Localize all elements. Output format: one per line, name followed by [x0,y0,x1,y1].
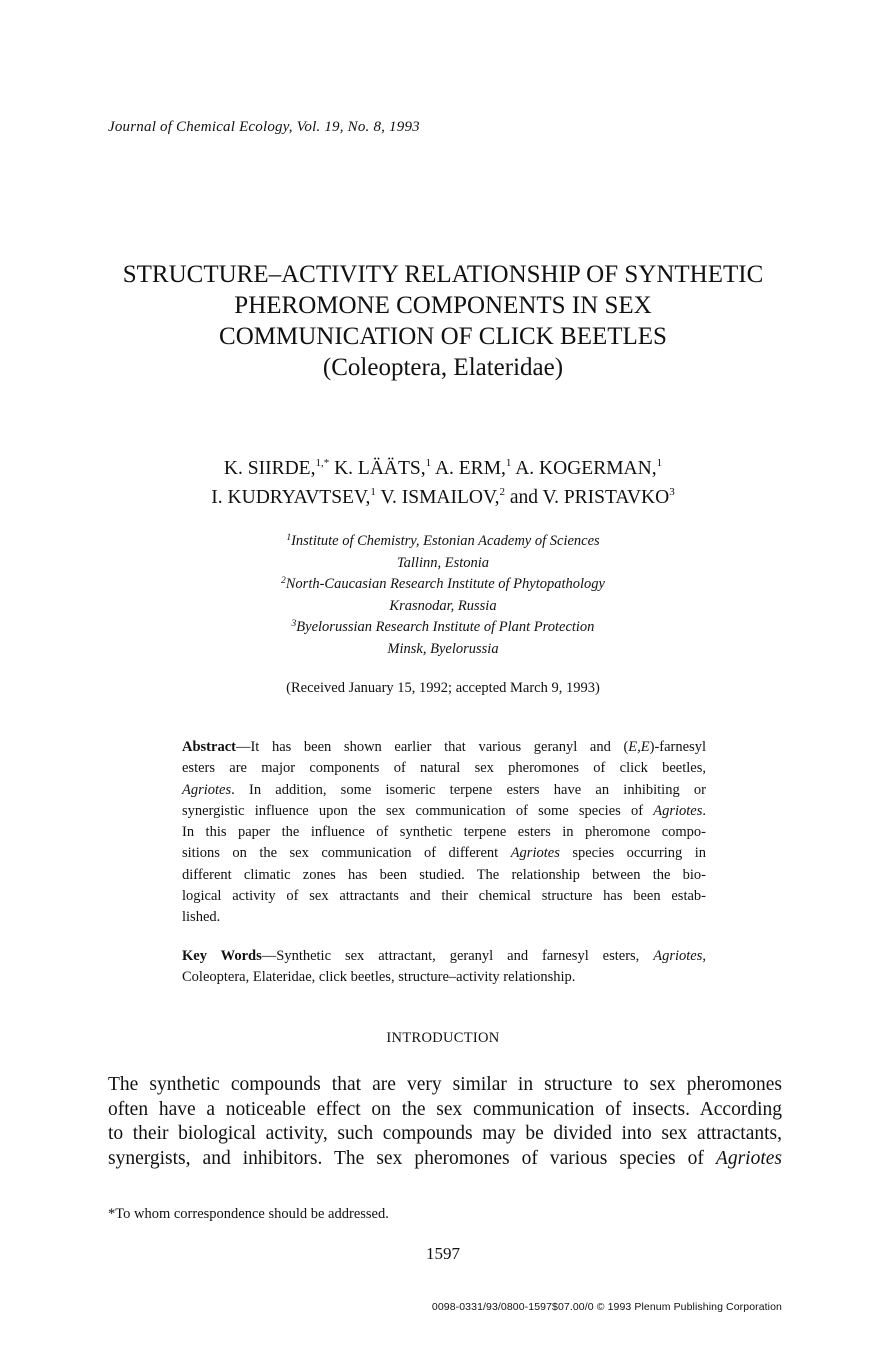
copyright-line: 0098-0331/93/0800-1597$07.00/0 © 1993 Plenum Publishing Corporation [431,1301,782,1313]
author-kogerman: A. KOGERMAN, [515,458,657,479]
title-line-4: (Coleoptera, Elateridae) [322,354,564,381]
affiliation-1 [200,531,686,574]
abstract-text: —It has been shown earlier that various geranyl and ( [235,739,629,755]
abstract-line-4 [182,801,706,822]
affiliation-3-place: Minsk, Byelorussia [387,640,499,657]
author-ismailov-affil: 2 [499,486,505,498]
affiliation-1-place: Tallinn, Estonia [396,554,490,571]
title-line-2: PHEROMONE COMPONENTS IN SEX [234,292,652,319]
affiliation-1-name-line [200,531,686,553]
title-line-1: STRUCTURE–ACTIVITY RELATIONSHIP OF SYNTHETIC [122,261,764,288]
author-laats: K. LÄÄTS, [334,458,426,479]
author-kogerman-affil: 1 [656,457,663,469]
author-pristavko-affil: 3 [669,486,675,498]
abstract-italic: Agriotes [510,845,560,862]
abstract-line-8: logical activity of sex attractants and their chemical structure has been estab- [182,888,706,905]
author-laats-affil: 1 [425,457,432,469]
journal-citation: Journal of Chemical Ecology, Vol. 19, No. 8, 1993 [108,119,420,135]
intro-line-4 [108,1147,782,1172]
affiliation-list [200,531,686,660]
affiliation-2-num: 2 [281,576,286,586]
affiliation-2-name-line [200,574,686,596]
keywords-line-2: Coleoptera, Elateridae, click beetles, structure–activity relationship. [182,969,576,986]
intro-text: synergists, and inhibitors. The sex pheromones of various species of [108,1147,716,1169]
intro-line-2: often have a noticeable effect on the sex communication of insects. According [108,1098,782,1120]
page-number: 1597 [426,1244,460,1263]
introduction-heading: INTRODUCTION [386,1030,500,1046]
affiliation-3 [200,617,686,660]
abstract [182,737,706,929]
abstract-line-7: different climatic zones has been studied. The relationship between the bio- [182,866,706,883]
intro-line-3: to their biological activity, such compounds may be divided into sex attractants, [108,1123,782,1144]
abstract-text: . [702,802,706,819]
affiliation-2-place: Krasnodar, Russia [389,597,497,614]
abstract-line-1 [182,737,706,758]
author-siirde-affil: 1,* [315,457,330,469]
intro-italic: Agriotes [715,1147,782,1169]
received-dates: (Received January 15, 1992; accepted March 9, 1993) [286,680,600,696]
abstract-text: )-farnesyl [649,739,706,755]
affiliation-1-name: Institute of Chemistry, Estonian Academy of Sciences [291,533,600,549]
intro-line-1: The synthetic compounds that are very similar in structure to sex pheromones [108,1074,782,1095]
author-line-1 [60,454,826,483]
abstract-line-2: esters are major components of natural sex pheromones of click beetles, [182,760,706,777]
abstract-label: Abstract [182,739,236,755]
author-ismailov: V. ISMAILOV, [380,487,500,508]
author-kudryavtsev: I. KUDRYAVTSEV, [211,487,371,508]
key-words [182,946,706,989]
keywords-text: , [702,948,707,964]
correspondence-footnote: *To whom correspondence should be addressed. [108,1206,389,1222]
abstract-text: species occurring in [559,845,706,862]
affiliation-3-name: Byelorussian Research Institute of Plant Protection [296,619,595,635]
keywords-line-1 [182,946,706,967]
abstract-text: sitions on the sex communication of different [182,845,511,862]
author-siirde: K. SIIRDE, [223,458,316,479]
author-kudryavtsev-affil: 1 [370,486,376,498]
paper-title [60,259,826,383]
introduction-body [108,1073,782,1171]
author-erm-affil: 1 [505,457,512,469]
abstract-line-6 [182,843,706,864]
affiliation-2-name: North-Caucasian Research Institute of Phytopathology [285,576,605,592]
author-erm: A. ERM, [434,458,506,479]
abstract-italic: Agriotes [182,781,232,798]
abstract-line-5: In this paper the influence of synthetic terpene esters in pheromone compo- [182,824,706,841]
abstract-text: synergistic influence upon the sex communication of some species of [182,802,654,819]
keywords-italic: Agriotes [653,948,703,964]
author-list [60,454,826,512]
keywords-text: —Synthetic sex attractant, geranyl and farnesyl esters, [261,948,654,964]
affiliation-3-name-line [200,617,686,639]
abstract-line-3 [182,780,706,801]
title-line-3: COMMUNICATION OF CLICK BEETLES [219,323,667,350]
affiliation-1-num: 1 [286,533,292,543]
affiliation-3-num: 3 [291,619,297,629]
abstract-text: . In addition, some isomeric terpene esters have an inhibiting or [231,781,706,798]
author-line-2 [60,483,826,512]
affiliation-2 [200,574,686,617]
author-and: and [509,487,538,508]
author-pristavko: V. PRISTAVKO [542,487,670,508]
abstract-line-9: lished. [182,909,221,926]
abstract-italic: E,E [628,739,650,755]
keywords-label: Key Words [182,948,262,964]
abstract-italic: Agriotes [653,802,703,819]
